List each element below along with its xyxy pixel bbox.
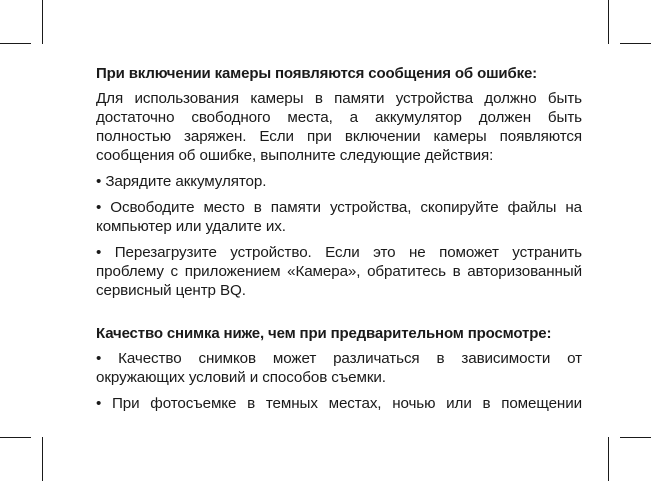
- crop-mark-top-left-horizontal: [0, 43, 31, 44]
- crop-mark-bottom-right-horizontal: [620, 437, 651, 438]
- section-heading-image-quality: Качество снимка ниже, чем при предварительном просмотре:: [96, 325, 552, 342]
- crop-mark-top-left: [42, 0, 43, 44]
- section-spacer: [96, 300, 582, 324]
- bullet-charge-battery: • Зарядите аккумулятор.: [96, 173, 267, 190]
- crop-mark-bottom-left-horizontal: [0, 437, 31, 438]
- crop-mark-bottom-right: [608, 437, 609, 481]
- bullet-restart-device: • Перезагрузите устройство. Если это не поможет устранить проблему с приложением «Камера», обратитесь в авторизованный сервисный центр BQ.: [96, 244, 582, 299]
- crop-mark-bottom-left: [42, 437, 43, 481]
- bullet-quality-conditions: • Качество снимков может различаться в зависимости от окружающих условий и способов съемки.: [96, 350, 582, 386]
- section-heading-camera-errors: При включении камеры появляются сообщения об ошибке:: [96, 65, 538, 82]
- crop-mark-top-right: [608, 0, 609, 44]
- manual-page: [96, 64, 582, 420]
- bullet-dark-places: • При фотосъемке в темных местах, ночью или в помещении: [96, 395, 582, 412]
- bullet-free-memory: • Освободите место в памяти устройства, скопируйте файлы на компьютер или удалите их.: [96, 199, 582, 235]
- crop-mark-top-right-horizontal: [620, 43, 651, 44]
- section-intro: Для использования камеры в памяти устройства должно быть достаточно свободного места, а аккумулятор должен быть полностью заряжен. Если при включении камеры появляются сообщения об ошибке, выполните следующие действия:: [96, 90, 582, 164]
